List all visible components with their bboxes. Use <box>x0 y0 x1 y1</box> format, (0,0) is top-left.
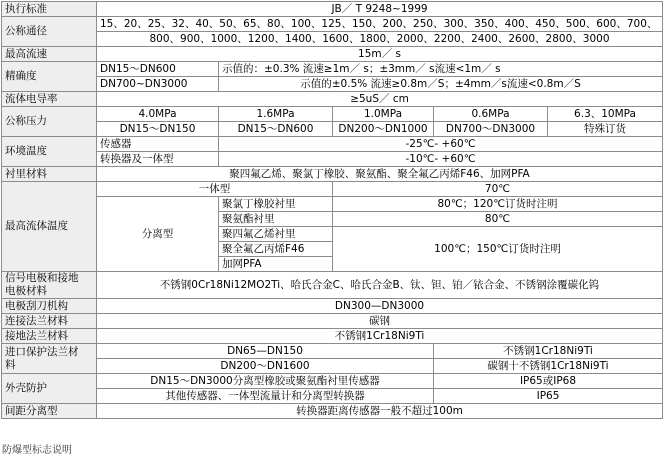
enclosure-value-1: IP65或IP68 <box>434 374 663 389</box>
pressure-value-4: 0.6MPa <box>434 107 548 122</box>
max-velocity-label: 最高流速 <box>2 47 97 62</box>
pressure-label: 公称压力 <box>2 107 97 137</box>
inlet-flange-value-2: 碳钢十不锈钢1Cr18Ni9Ti <box>434 359 663 374</box>
conductivity-label: 流体电导率 <box>2 92 97 107</box>
max-velocity-value: 15m／ s <box>97 47 663 62</box>
row-temp-split-1 <box>2 197 663 212</box>
inlet-flange-value-1: 不锈钢1Cr18Ni9Ti <box>434 344 663 359</box>
standard-label: 执行标准 <box>2 2 97 17</box>
scraper-label: 电极刮刀机构 <box>2 299 97 314</box>
liner-value: 聚四氟乙烯、聚氯丁橡胶、聚氨酯、聚全氟乙丙烯F46、加网PFA <box>97 167 663 182</box>
row-electrode <box>2 272 663 299</box>
accuracy-value-2: 示值的±0.5% 流速≥0.8m／S；±4mm／s流速<0.8m／S <box>219 77 663 92</box>
bore-line-2: 800、900、1000、1200、1400、1600、1800、2000、2200、2400、2600、2800、3000 <box>97 32 663 47</box>
bore-line-1: 15、20、25、32、40、50、65、80、100、125、150、200、250、300、350、400、450、500、600、700、 <box>97 17 663 32</box>
row-enclosure-2 <box>2 389 663 404</box>
pressure-value-1: 4.0MPa <box>97 107 219 122</box>
row-inlet-flange-1 <box>2 344 663 359</box>
row-accuracy-2 <box>2 77 663 92</box>
accuracy-range-1: DN15～DN600 <box>97 62 219 77</box>
flange-value: 碳钢 <box>97 314 663 329</box>
pressure-range-3: DN200～DN1000 <box>333 122 434 137</box>
accuracy-value-1: 示值的：±0.3% 流速≥1m／ s；±3mm／ s流速<1m／ s <box>219 62 663 77</box>
enclosure-item-2: 其他传感器、一体型流量计和分离型转换器 <box>97 389 434 404</box>
bore-label: 公称通径 <box>2 17 97 47</box>
ground-flange-label: 接地法兰材料 <box>2 329 97 344</box>
row-bore <box>2 17 663 32</box>
inlet-flange-range-2: DN200～DN1600 <box>97 359 434 374</box>
flange-label: 连接法兰材料 <box>2 314 97 329</box>
ambient-value-2: -10℃- +60℃ <box>219 152 663 167</box>
distance-value: 转换器距离传感器一般不超过100m <box>97 404 663 419</box>
pressure-range-1: DN15～DN150 <box>97 122 219 137</box>
ambient-label: 环境温度 <box>2 137 97 167</box>
inlet-flange-label-line-2: 料 <box>5 358 16 371</box>
scraper-value: DN300—DN3000 <box>97 299 663 314</box>
split-value-1: 80℃；120℃订货时注明 <box>333 197 663 212</box>
split-label: 分离型 <box>97 197 219 272</box>
enclosure-value-2: IP65 <box>434 389 663 404</box>
split-item-2: 聚氨酯衬里 <box>219 212 333 227</box>
row-enclosure-1 <box>2 374 663 389</box>
pressure-range-5: 特殊订货 <box>548 122 663 137</box>
row-flange <box>2 314 663 329</box>
electrode-label-line-2: 电极材料 <box>5 285 47 297</box>
pressure-value-5: 6.3、10MPa <box>548 107 663 122</box>
split-value-3: 100℃；150℃订货时注明 <box>333 227 663 272</box>
standard-value: JB／ T 9248~1999 <box>97 2 663 17</box>
pressure-value-2: 1.6MPa <box>219 107 333 122</box>
row-liner <box>2 167 663 182</box>
row-conductivity <box>2 92 663 107</box>
pressure-range-2: DN15～DN600 <box>219 122 333 137</box>
conductivity-value: ≥5uS／ cm <box>97 92 663 107</box>
pressure-range-4: DN700～DN3000 <box>434 122 548 137</box>
ground-flange-value: 不锈钢1Cr18Ni9Ti <box>97 329 663 344</box>
row-standard <box>2 2 663 17</box>
inlet-flange-label-line-1: 进口保护法兰材 <box>5 345 79 358</box>
max-fluid-temp-label: 最高流体温度 <box>2 182 97 272</box>
row-bore-2 <box>2 32 663 47</box>
ambient-item-2: 转换器及一体型 <box>97 152 219 167</box>
accuracy-label: 精确度 <box>2 62 97 92</box>
split-item-1: 聚氯丁橡胶衬里 <box>219 197 333 212</box>
enclosure-label: 外壳防护 <box>2 374 97 404</box>
row-distance <box>2 404 663 419</box>
integral-label: 一体型 <box>97 182 333 197</box>
electrode-value: 不锈钢0Cr18Ni12MO2Ti、哈氏合金C、哈氏合金B、钛、钽、铂／铱合金、不锈钢涂覆碳化钨 <box>97 272 663 299</box>
ambient-item-1: 传感器 <box>97 137 219 152</box>
electrode-label-line-1: 信号电极和接地 <box>5 272 79 284</box>
liner-label: 衬里材料 <box>2 167 97 182</box>
enclosure-item-1: DN15～DN3000分离型橡胶或聚氨酯衬里传感器 <box>97 374 434 389</box>
row-ambient-1 <box>2 137 663 152</box>
distance-label: 间距分离型 <box>2 404 97 419</box>
row-ground-flange <box>2 329 663 344</box>
split-item-4: 聚全氟乙丙烯F46 <box>219 242 333 257</box>
pressure-value-3: 1.0MPa <box>333 107 434 122</box>
split-value-2: 80℃ <box>333 212 663 227</box>
electrode-label <box>2 272 97 299</box>
ambient-value-1: -25℃- +60℃ <box>219 137 663 152</box>
integral-value: 70℃ <box>333 182 663 197</box>
accuracy-range-2: DN700~DN3000 <box>97 77 219 92</box>
row-pressure-2 <box>2 122 663 137</box>
row-ambient-2 <box>2 152 663 167</box>
row-temp-integral <box>2 182 663 197</box>
inlet-flange-range-1: DN65—DN150 <box>97 344 434 359</box>
split-item-3: 聚四氟乙烯衬里 <box>219 227 333 242</box>
spec-table <box>1 1 663 419</box>
split-item-5: 加网PFA <box>219 257 333 272</box>
inlet-flange-label <box>2 344 97 374</box>
row-accuracy-1 <box>2 62 663 77</box>
row-max-velocity <box>2 47 663 62</box>
row-scraper <box>2 299 663 314</box>
row-inlet-flange-2 <box>2 359 663 374</box>
footer-note: 防爆型标志说明 <box>2 445 72 456</box>
row-pressure-1 <box>2 107 663 122</box>
